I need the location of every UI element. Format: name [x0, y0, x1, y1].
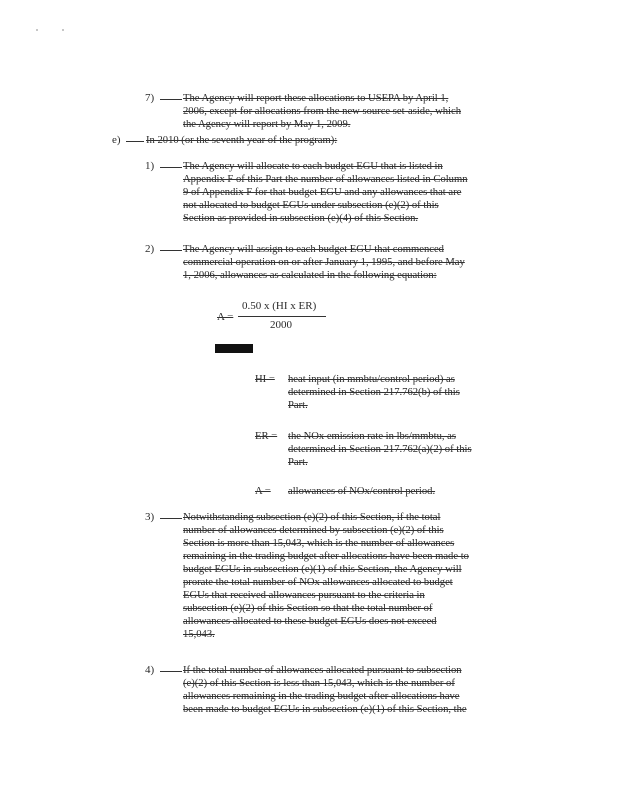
text-line: 2006, except for allocations from the new source set-aside, which	[183, 106, 461, 117]
redaction-block	[215, 344, 253, 353]
item-4-label: 4)	[145, 664, 155, 676]
text-line: (e)(2) of this Section is less than 15,043, which is the number of	[183, 678, 455, 689]
text-line: 1, 2006, allowances as calculated in the following equation:	[183, 270, 437, 281]
text-line: If the total number of allowances allocated pursuant to subsection	[183, 665, 462, 676]
text-line: The Agency will report these allocations to USEPA by April 1,	[183, 93, 449, 104]
text-line: 9 of Appendix F for that budget EGU and any allowances that are	[183, 187, 462, 198]
definition-hi-text	[288, 373, 460, 412]
equation-numerator: 0.50 x (HI x ER)	[242, 300, 317, 312]
text-line: Part.	[288, 400, 308, 411]
text-line: not allocated to budget EGUs under subsection (e)(2) of this	[183, 200, 439, 211]
text-line: The Agency will allocate to each budget EGU that is listed in	[183, 161, 443, 172]
definition-hi-term: HI =	[255, 374, 275, 385]
item-1-label: 1)	[145, 160, 155, 172]
item-7-label: 7)	[145, 92, 155, 104]
text-line: allowances allocated to these budget EGUs does not exceed	[183, 616, 437, 627]
item-2-text	[183, 243, 465, 282]
item-7-leader	[160, 99, 182, 100]
equation-fraction-bar	[238, 316, 326, 317]
text-line: Part.	[288, 457, 308, 468]
text-line: Appendix F of this Part the number of allowances listed in Column	[183, 174, 468, 185]
definition-a-text	[288, 485, 435, 498]
text-line: subsection (e)(2) of this Section so that the total number of	[183, 603, 433, 614]
text-line: been made to budget EGUs in subsection (e)(1) of this Section, the	[183, 704, 467, 715]
text-line: determined in Section 217.762(b) of this	[288, 387, 460, 398]
item-3-text	[183, 511, 469, 641]
item-2-label: 2)	[145, 243, 155, 255]
item-4-text	[183, 664, 467, 716]
equation-lhs: A =	[217, 311, 234, 323]
text-line: allowances remaining in the trading budget after allocations have	[183, 691, 460, 702]
text-line: 15,043.	[183, 629, 215, 640]
item-4-leader	[160, 671, 182, 672]
text-line: Section is more than 15,043, which is the number of allowances	[183, 538, 455, 549]
text-line: EGUs that received allowances pursuant to the criteria in	[183, 590, 425, 601]
text-line: the Agency will report by May 1, 2009.	[183, 119, 351, 130]
text-line: Section as provided in subsection (e)(4) of this Section.	[183, 213, 419, 224]
text-line: The Agency will assign to each budget EGU that commenced	[183, 244, 444, 255]
scan-speck	[36, 29, 38, 31]
item-2-leader	[160, 250, 182, 251]
text-line: commercial operation on or after January 1, 1995, and before May	[183, 257, 465, 268]
text-line: Notwithstanding subsection (e)(2) of this Section, if the total	[183, 512, 441, 523]
text-line: prorate the total number of NOx allowances allocated to budget	[183, 577, 453, 588]
item-3-leader	[160, 518, 182, 519]
text-line: budget EGUs in subsection (e)(1) of this Section, the Agency will	[183, 564, 462, 575]
text-line: the NOx emission rate in lbs/mmbtu, as	[288, 431, 457, 442]
definition-er-text	[288, 430, 472, 469]
item-7-text	[183, 92, 461, 131]
text-line: determined in Section 217.762(a)(2) of this	[288, 444, 472, 455]
text-line: allowances of NOx/control period.	[288, 486, 436, 497]
item-3-label: 3)	[145, 511, 155, 523]
definition-a-term: A =	[255, 486, 271, 497]
item-e-leader	[126, 141, 144, 142]
item-1-text	[183, 160, 468, 225]
definition-er-term: ER =	[255, 431, 278, 442]
equation-denominator: 2000	[270, 319, 292, 331]
item-e-text	[146, 134, 337, 147]
text-line: remaining in the trading budget after allocations have been made to	[183, 551, 469, 562]
text-line: heat input (in mmbtu/control period) as	[288, 374, 455, 385]
item-e-label: e)	[112, 134, 121, 146]
scan-speck	[62, 29, 64, 31]
item-1-leader	[160, 167, 182, 168]
text-line: In 2010 (or the seventh year of the program):	[146, 135, 338, 146]
text-line: number of allowances determined by subsection (e)(2) of this	[183, 525, 444, 536]
